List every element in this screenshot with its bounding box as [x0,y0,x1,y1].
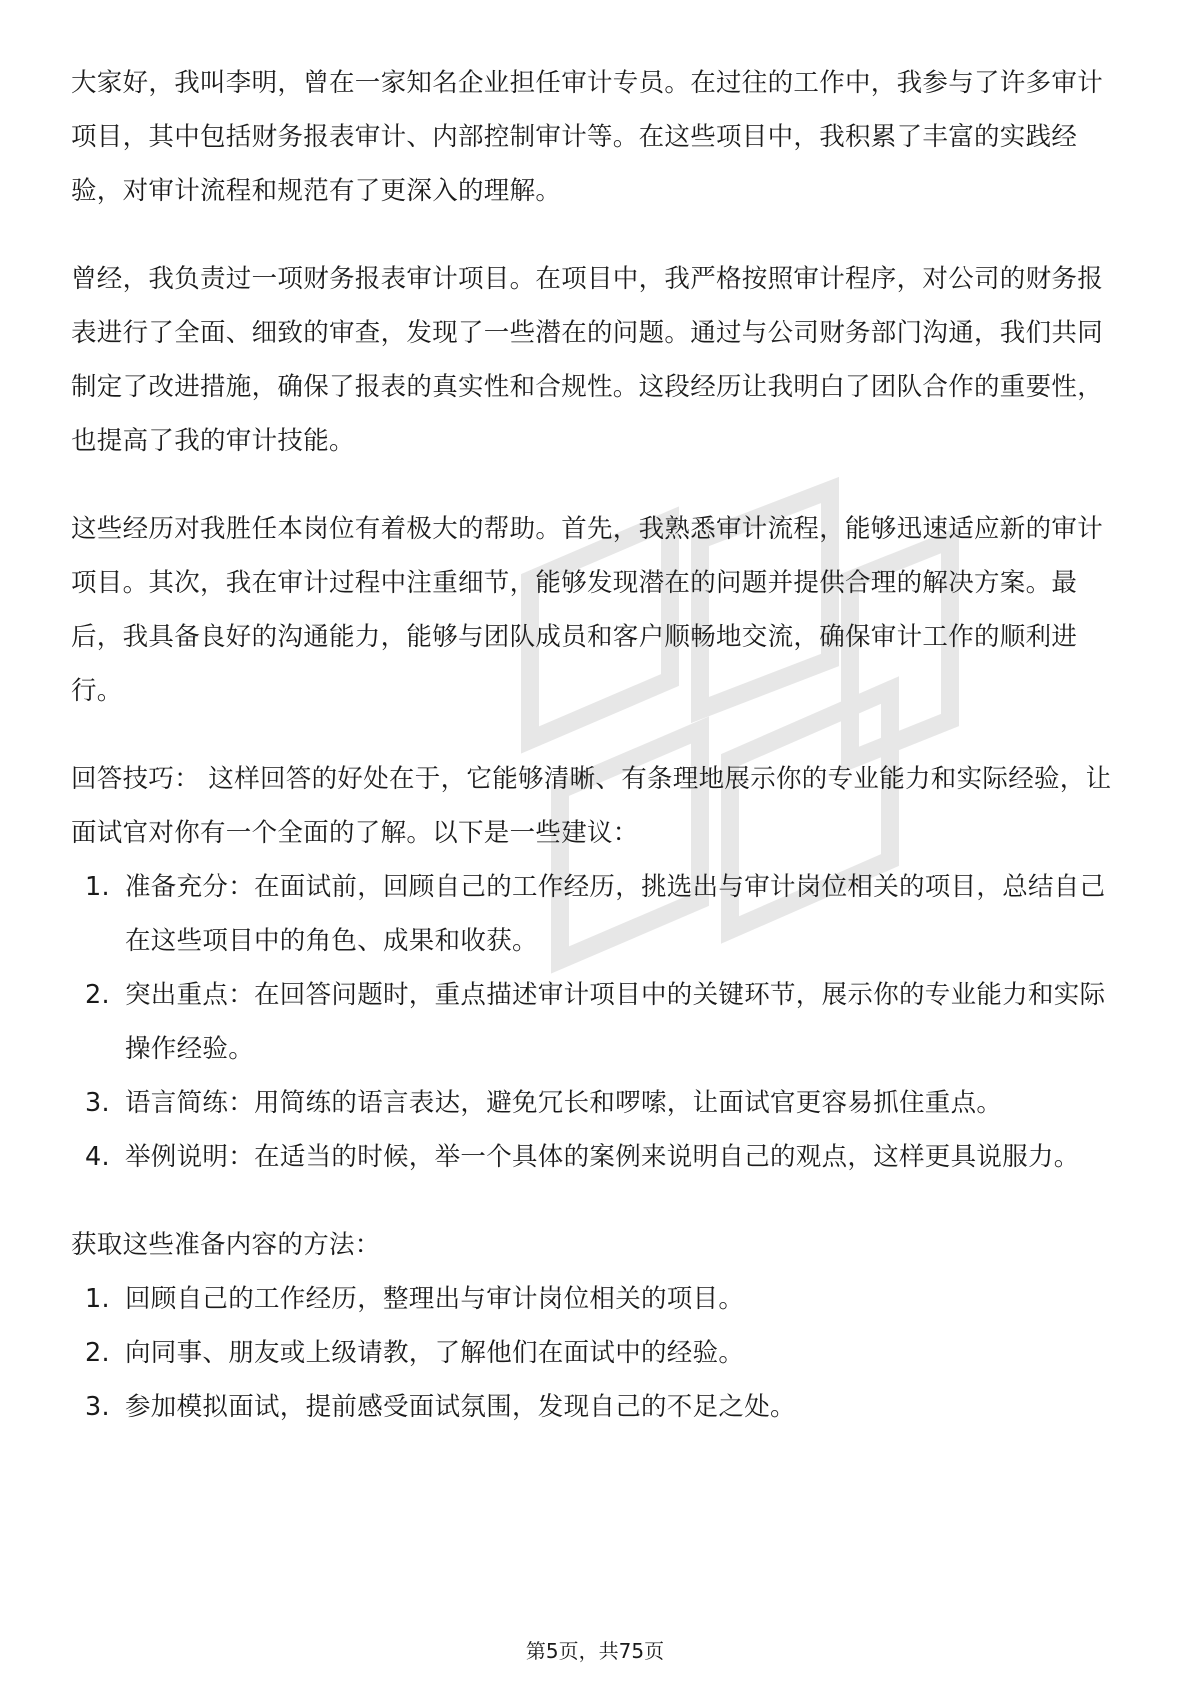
paragraph-experience: 曾经，我负责过一项财务报表审计项目。在项目中，我严格按照审计程序，对公司的财务报表进行了全面、细致的审查，发现了一些潜在的问题。通过与公司财务部门沟通，我们共同制定了改进措施，确保了报表的真实性和合规性。这段经历让我明白了团队合作的重要性，也提高了我的审计技能。 [71,264,1104,456]
list-item: 1. 回顾自己的工作经历，整理出与审计岗位相关的项目。 [85,1284,745,1314]
document-body [71,56,1121,1434]
list-item: 2. 突出重点：在回答问题时，重点描述审计项目中的关键环节，展示你的专业能力和实际操作经验。 [85,980,1106,1064]
methods-heading: 获取这些准备内容的方法： [71,1230,381,1260]
paragraph-answer-tips: 回答技巧： 这样回答的好处在于，它能够清晰、有条理地展示你的专业能力和实际经验，让面试官对你有一个全面的了解。以下是一些建议： [71,764,1112,848]
paragraph-intro: 大家好，我叫李明，曾在一家知名企业担任审计专员。在过往的工作中，我参与了许多审计项目，其中包括财务报表审计、内部控制审计等。在这些项目中，我积累了丰富的实践经验，对审计流程和规范有了更深入的理解。 [71,68,1104,206]
methods-list [71,1272,1121,1434]
list-item: 2. 向同事、朋友或上级请教，了解他们在面试中的经验。 [85,1338,745,1368]
page-number: 第5页，共75页 [525,1639,665,1663]
list-item: 3. 语言简练：用简练的语言表达，避免冗长和啰嗦，让面试官更容易抓住重点。 [85,1088,1003,1118]
list-item: 4. 举例说明：在适当的时候，举一个具体的案例来说明自己的观点，这样更具说服力。 [85,1142,1080,1172]
list-item: 1. 准备充分：在面试前，回顾自己的工作经历，挑选出与审计岗位相关的项目，总结自己在这些项目中的角色、成果和收获。 [85,872,1106,956]
tips-list [71,860,1121,1184]
paragraph-benefits: 这些经历对我胜任本岗位有着极大的帮助。首先，我熟悉审计流程，能够迅速适应新的审计项目。其次，我在审计过程中注重细节，能够发现潜在的问题并提供合理的解决方案。最后，我具备良好的沟通能力，能够与团队成员和客户顺畅地交流，确保审计工作的顺利进行。 [71,514,1104,706]
list-item: 3. 参加模拟面试，提前感受面试氛围，发现自己的不足之处。 [85,1392,796,1422]
